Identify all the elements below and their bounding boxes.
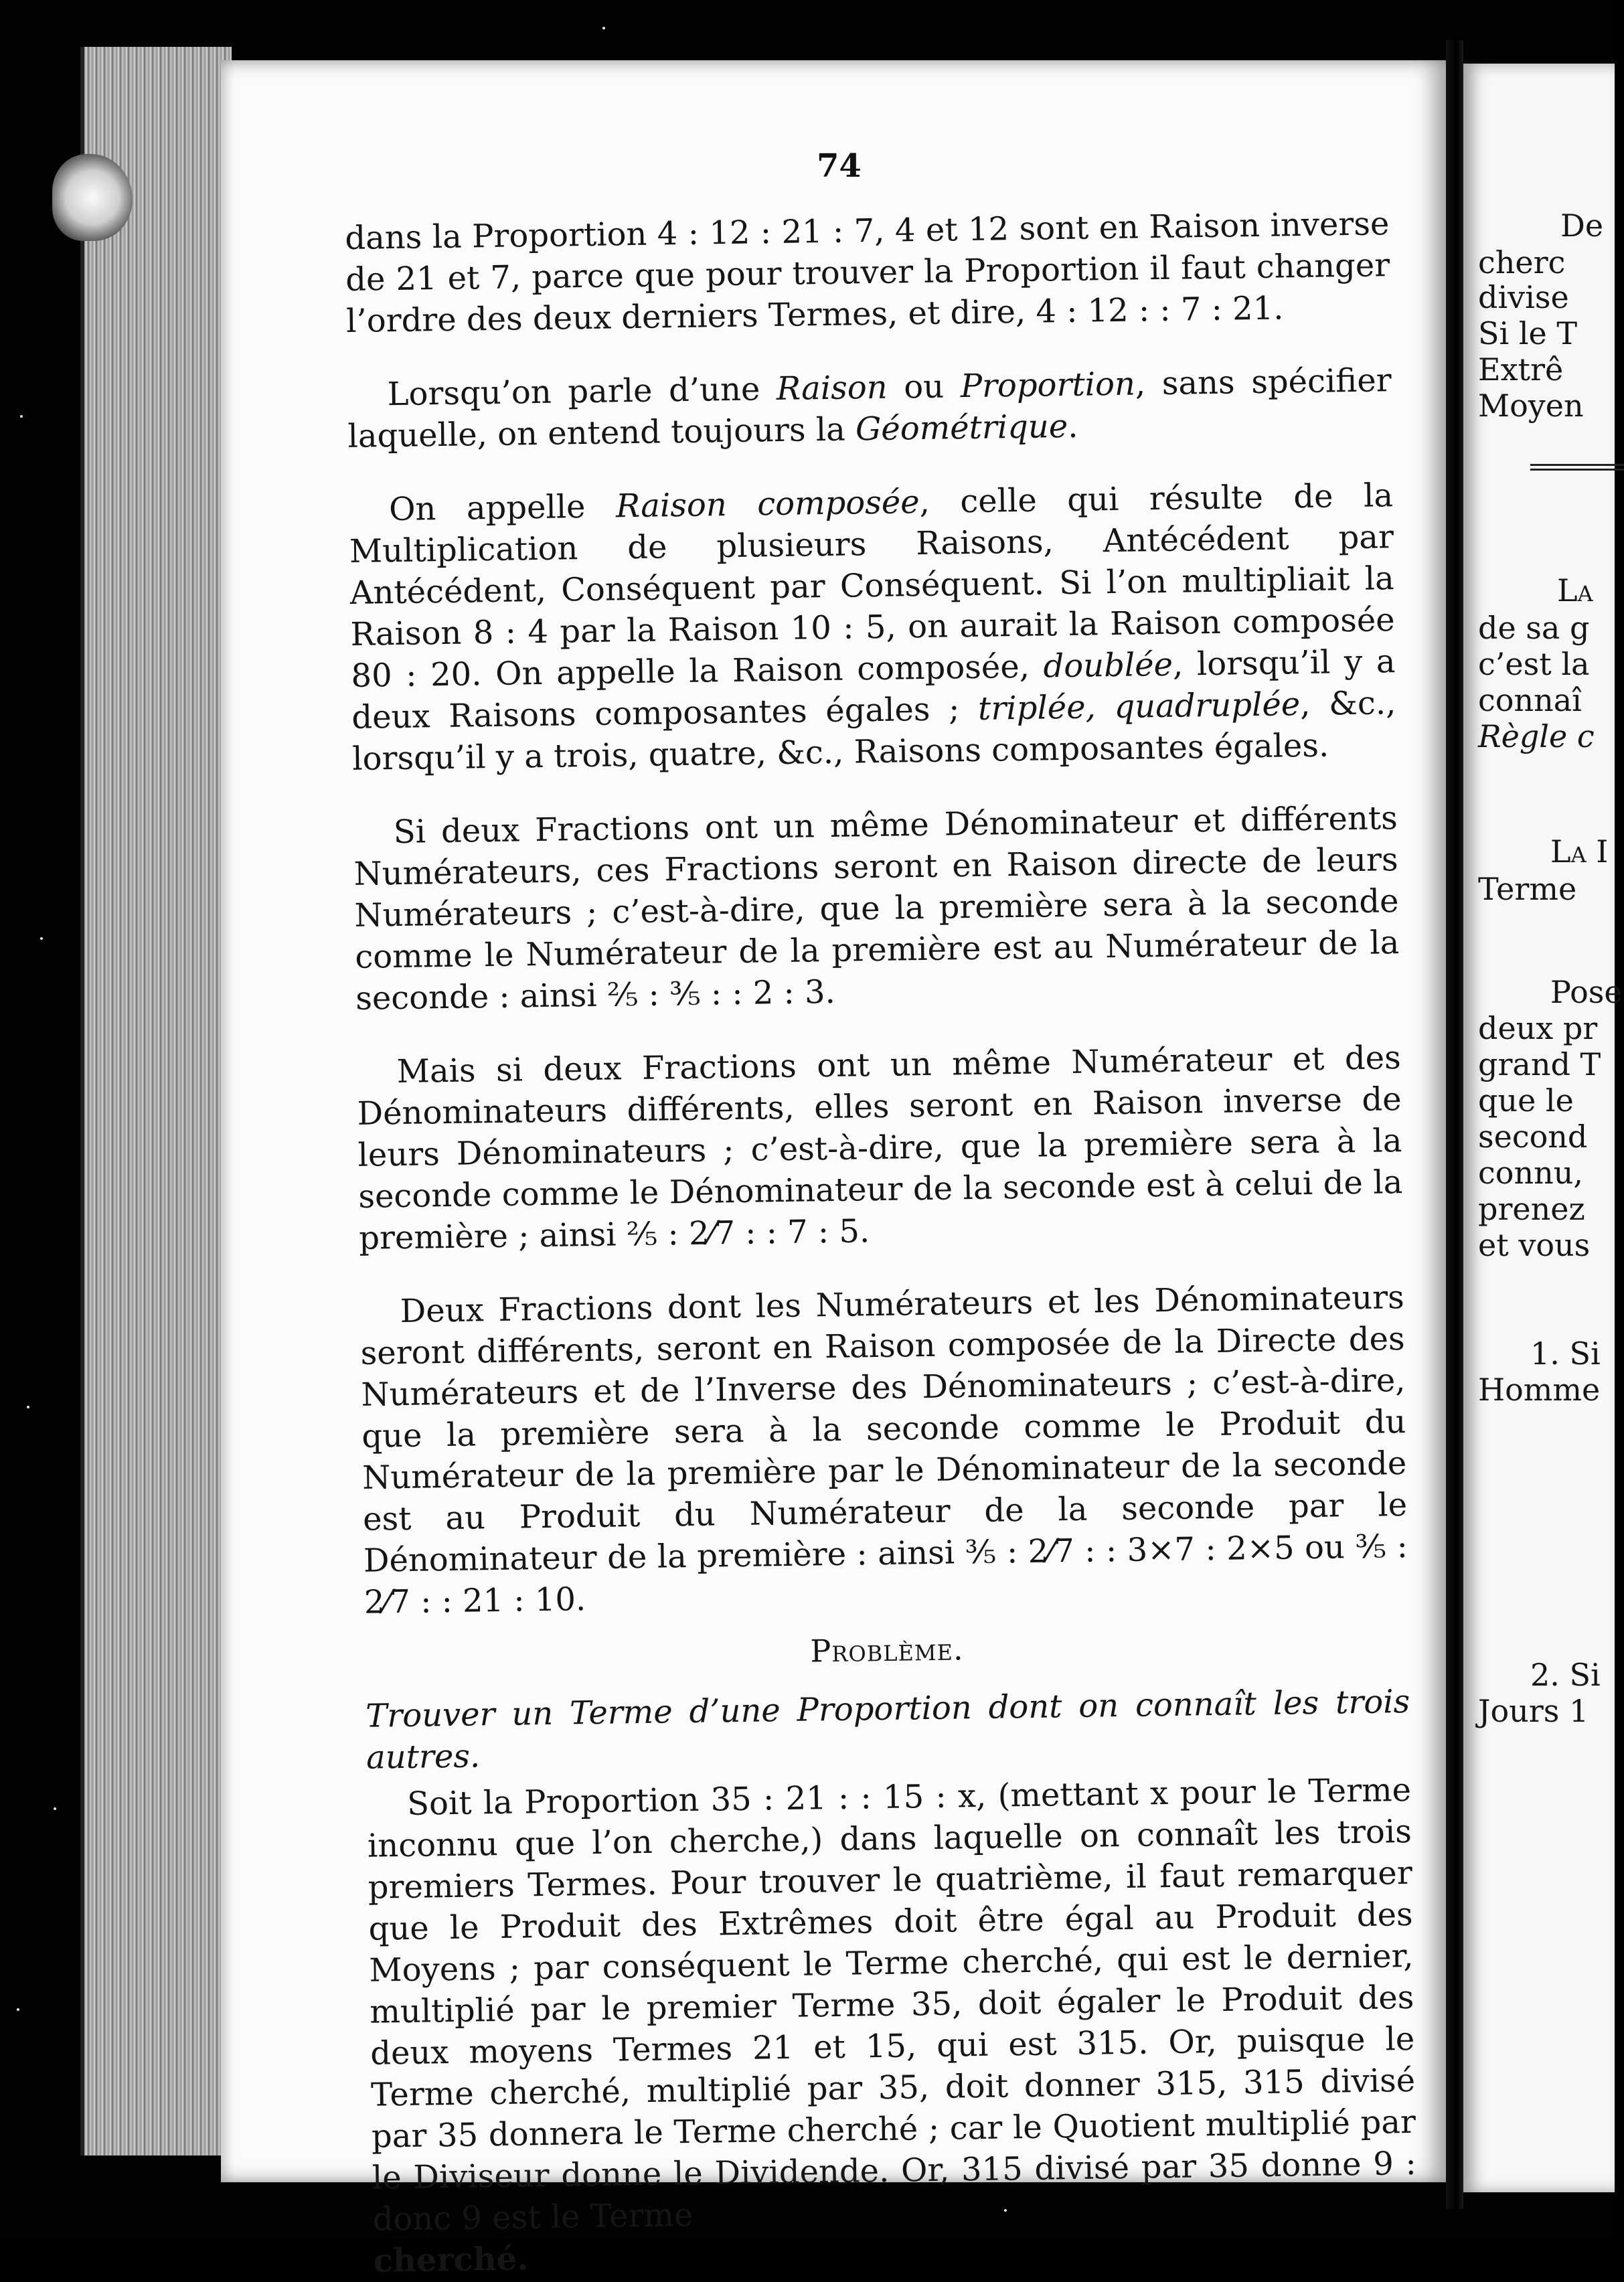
- text-run: Lorsqu’on parle d’une: [387, 370, 777, 414]
- right-page-line: cherc: [1478, 244, 1566, 280]
- right-page-line: Jours 1: [1478, 1693, 1589, 1729]
- left-page: [221, 60, 1446, 2280]
- page-text: [345, 203, 1418, 2281]
- section-heading: Problème.: [810, 1631, 964, 1669]
- right-page-line: 1. Si: [1530, 1335, 1601, 1372]
- text-run: , sans spécifier laquelle, on entend toujours la: [347, 361, 1392, 455]
- page-number: 74: [817, 147, 862, 185]
- text-run: , celle qui résulte de la Multiplication de plusieurs Raisons, Antécédent par Antécédent, Conséquent par Conséquent. Si l’on multipliait la Raison 8 : 4 par la Raison 10 : 5, on aurait la Raison composée 80 : 20. On appelle la Raison composée,: [349, 477, 1395, 695]
- right-page-line: et vous: [1478, 1227, 1591, 1263]
- paragraph-compound-ratio: [349, 475, 1397, 780]
- right-page-fragment: [1463, 64, 1623, 2192]
- book-page-edges: [80, 47, 232, 2155]
- scan-speck: [40, 937, 43, 940]
- right-page-line: Moyen: [1478, 388, 1584, 424]
- scan-speck: [602, 27, 605, 29]
- text-run: On appelle: [388, 487, 617, 529]
- right-page-line: c’est la: [1478, 646, 1590, 682]
- right-page-line: prenez: [1478, 1191, 1585, 1227]
- paragraph-geometric-default: [347, 359, 1392, 457]
- right-page-line: divise: [1478, 279, 1569, 315]
- right-page-line: 2. Si: [1530, 1657, 1601, 1693]
- right-page-line: Extrê: [1478, 351, 1564, 388]
- text-run: cherché.: [373, 2240, 529, 2280]
- right-page-line: connu,: [1478, 1155, 1583, 1191]
- scan-speck: [17, 2008, 19, 2011]
- paragraph-same-denominator: Si deux Fractions ont un même Dénominateur et différents Numérateurs, ces Fractions seront en Raison directe de leurs Numérateurs ; c’est-à-dire, que la première sera à la seconde comme le Numérateur de la première est au Numérateur de la seconde : ainsi ⅖ : ⅗ : : 2 : 3.: [353, 799, 1400, 1017]
- right-page-line: Pose: [1550, 974, 1623, 1010]
- paragraph-proportion-inverse: dans la Proportion 4 : 12 : 21 : 7, 4 et 12 sont en Raison inverse de 21 et 7, parce que pour trouver la Proportion il faut changer l’ordre des deux derniers Termes, et dire, 4 : 12 : : 7 : 21.: [345, 205, 1390, 340]
- right-page-line: La: [1557, 572, 1593, 608]
- italic-term: Géométrique: [855, 407, 1068, 449]
- text-run: Soit la Proportion 35 : 21 : : 15 : x, (mettant x pour le Terme inconnu que l’on cherche,) dans laquelle on connaît les trois premiers Termes. Pour trouver le quatrième, il faut remarquer que le Produit des Extrêmes doit être égal au Produit des Moyens ; par conséquent le Terme cherché, qui est le dernier, multiplié par le premier Terme 35, doit égaler le Produit des deux moyens Termes 21 et 15, qui est 315. Or, puisque le Terme cherché, multiplié par 35, doit donner 315, 315 divisé par 35 donnera le Terme cherché ; car le Quotient multiplié par le Diviseur donne le Dividende. Or, 315 divisé par 35 donne 9 : donc 9 est le Terme: [367, 1771, 1417, 2238]
- text-run: , &c., lorsqu’il y a trois, quatre, &c., Raisons composantes égales.: [351, 684, 1396, 778]
- right-page-line: Règle c: [1478, 718, 1595, 754]
- paragraph-same-numerator: Mais si deux Fractions ont un même Numérateur et des Dénominateurs différents, elles seront en Raison inverse de leurs Dénominateurs ; c’est-à-dire, que la première sera à la seconde comme le Dénominateur de la seconde est à celui de la première ; ainsi ⅖ : 2⁄7 : : 7 : 5.: [357, 1039, 1403, 1257]
- scan-speck: [27, 1406, 29, 1408]
- italic-term: Raison composée: [615, 483, 920, 525]
- right-page-line: deux pr: [1478, 1010, 1598, 1046]
- right-page-line: connaî: [1478, 682, 1582, 718]
- scan-speck: [54, 1807, 56, 1810]
- italic-term: Raison: [776, 368, 888, 408]
- problem-title: Trouver un Terme d’une Proportion dont on connaît les trois autres.: [365, 1683, 1410, 1777]
- paragraph-problem-solution: [367, 1769, 1418, 2282]
- italic-term: doublée: [1043, 645, 1173, 685]
- right-page-line: second: [1478, 1119, 1588, 1155]
- paper-stain: [52, 154, 133, 241]
- italic-term: Proportion: [960, 365, 1136, 406]
- right-page-line: De: [1560, 208, 1604, 244]
- right-page-line: grand T: [1478, 1046, 1601, 1082]
- right-page-line: La I: [1550, 833, 1609, 870]
- text-run: ou: [887, 368, 961, 406]
- right-page-line: que le: [1478, 1082, 1574, 1119]
- paragraph-different-terms: Deux Fractions dont les Numérateurs et les Dénominateurs seront différents, seront en Raison composée de la Directe des Numérateurs et de l’Inverse des Dénominateurs ; c’est-à-dire, que la première sera à la seconde comme le Produit du Numérateur de la première par le Dénominateur de la seconde est au Produit du Numérateur de la seconde par le Dénominateur de la première : ainsi ⅗ : 2⁄7 : : 3×7 : 2×5 ou ⅗ : 2⁄7 : : 21 : 10.: [360, 1279, 1408, 1621]
- right-page-line: Homme: [1478, 1372, 1601, 1408]
- double-rule: [1530, 464, 1624, 471]
- right-page-line: Terme: [1478, 871, 1577, 907]
- text-run: , lorsqu’il y a deux Raisons composantes égales ;: [351, 643, 1396, 736]
- scan-speck: [1004, 2209, 1007, 2212]
- text-run: .: [1067, 407, 1078, 445]
- right-page-line: de sa g: [1478, 610, 1590, 646]
- scan-speck: [20, 415, 23, 418]
- book-gutter: [1446, 40, 1463, 2209]
- right-page-line: Si le T: [1478, 315, 1578, 351]
- italic-term: triplée, quadruplée: [977, 685, 1301, 728]
